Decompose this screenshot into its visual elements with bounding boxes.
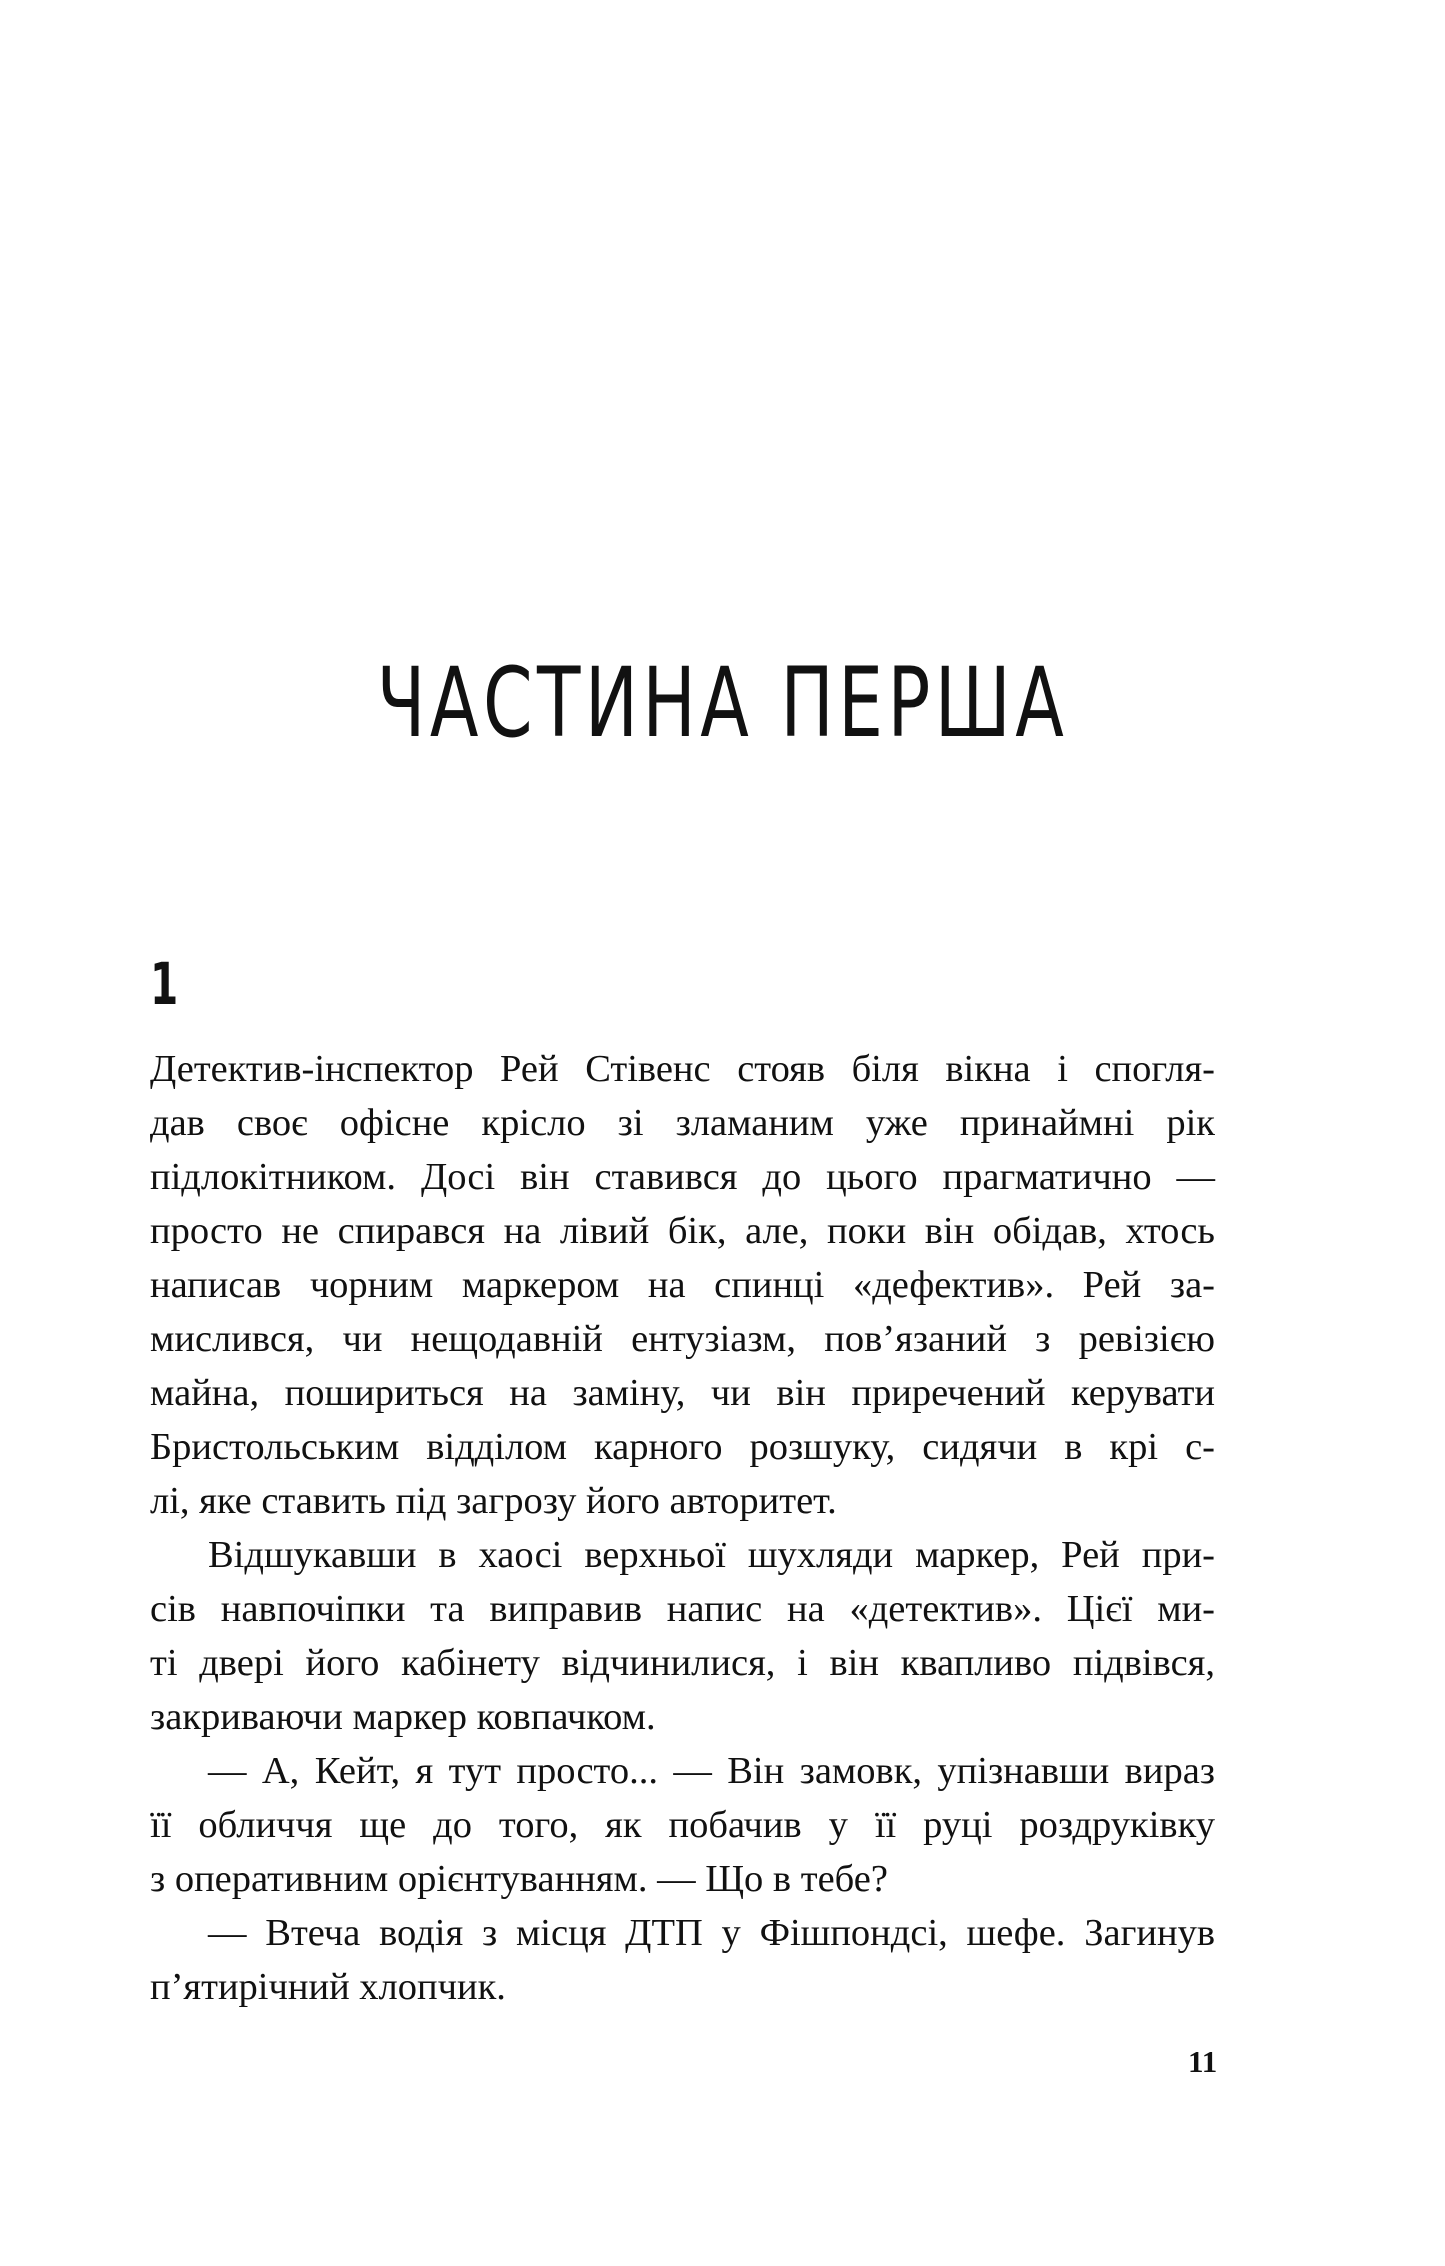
page-number: 11 — [1188, 2044, 1218, 2079]
text-line: Детектив-інспектор Рей Стівенс стояв біля вікна і спогля- — [150, 1048, 1215, 1090]
text-line: з оперативним орієнтуванням. — Що в тебе? — [150, 1858, 888, 1900]
text-line: — Втеча водія з місця ДТП у Фішпондсі, шефе. Загинув — [208, 1912, 1215, 1954]
text-line: Бристольським відділом карного розшуку, сидячи в крі с- — [150, 1426, 1215, 1468]
text-line: лі, яке ставить під загрозу його авторитет. — [150, 1480, 837, 1522]
text-line: дав своє офісне крісло зі зламаним уже принаймні рік — [150, 1102, 1215, 1144]
chapter-number: 1 — [150, 950, 179, 1018]
text-line: її обличчя ще до того, як побачив у її руці роздруківку — [150, 1804, 1215, 1846]
text-line: — А, Кейт, я тут просто... — Він замовк, упізнавши вираз — [208, 1750, 1215, 1792]
part-title: ЧАСТИНА ПЕРША — [376, 647, 1069, 759]
text-line: ті двері його кабінету відчинилися, і він квапливо підвівся, — [150, 1642, 1215, 1684]
text-line: просто не спирався на лівий бік, але, поки він обідав, хтось — [150, 1210, 1215, 1252]
text-line: підлокітником. Досі він ставився до цього прагматично — — [150, 1156, 1215, 1198]
text-line: написав чорним маркером на спинці «дефектив». Рей за- — [150, 1264, 1215, 1306]
text-line: мислився, чи нещодавній ентузіазм, пов’язаний з ревізією — [150, 1318, 1215, 1360]
body-text — [150, 1042, 1215, 2014]
text-line: майна, пошириться на заміну, чи він приречений керувати — [150, 1372, 1215, 1414]
text-line: Відшукавши в хаосі верхньої шухляди маркер, Рей при- — [208, 1534, 1215, 1576]
text-line: сів навпочіпки та виправив напис на «детектив». Цієї ми- — [150, 1588, 1215, 1630]
text-line: п’ятирічний хлопчик. — [150, 1966, 506, 2008]
text-line: закриваючи маркер ковпачком. — [150, 1696, 656, 1738]
